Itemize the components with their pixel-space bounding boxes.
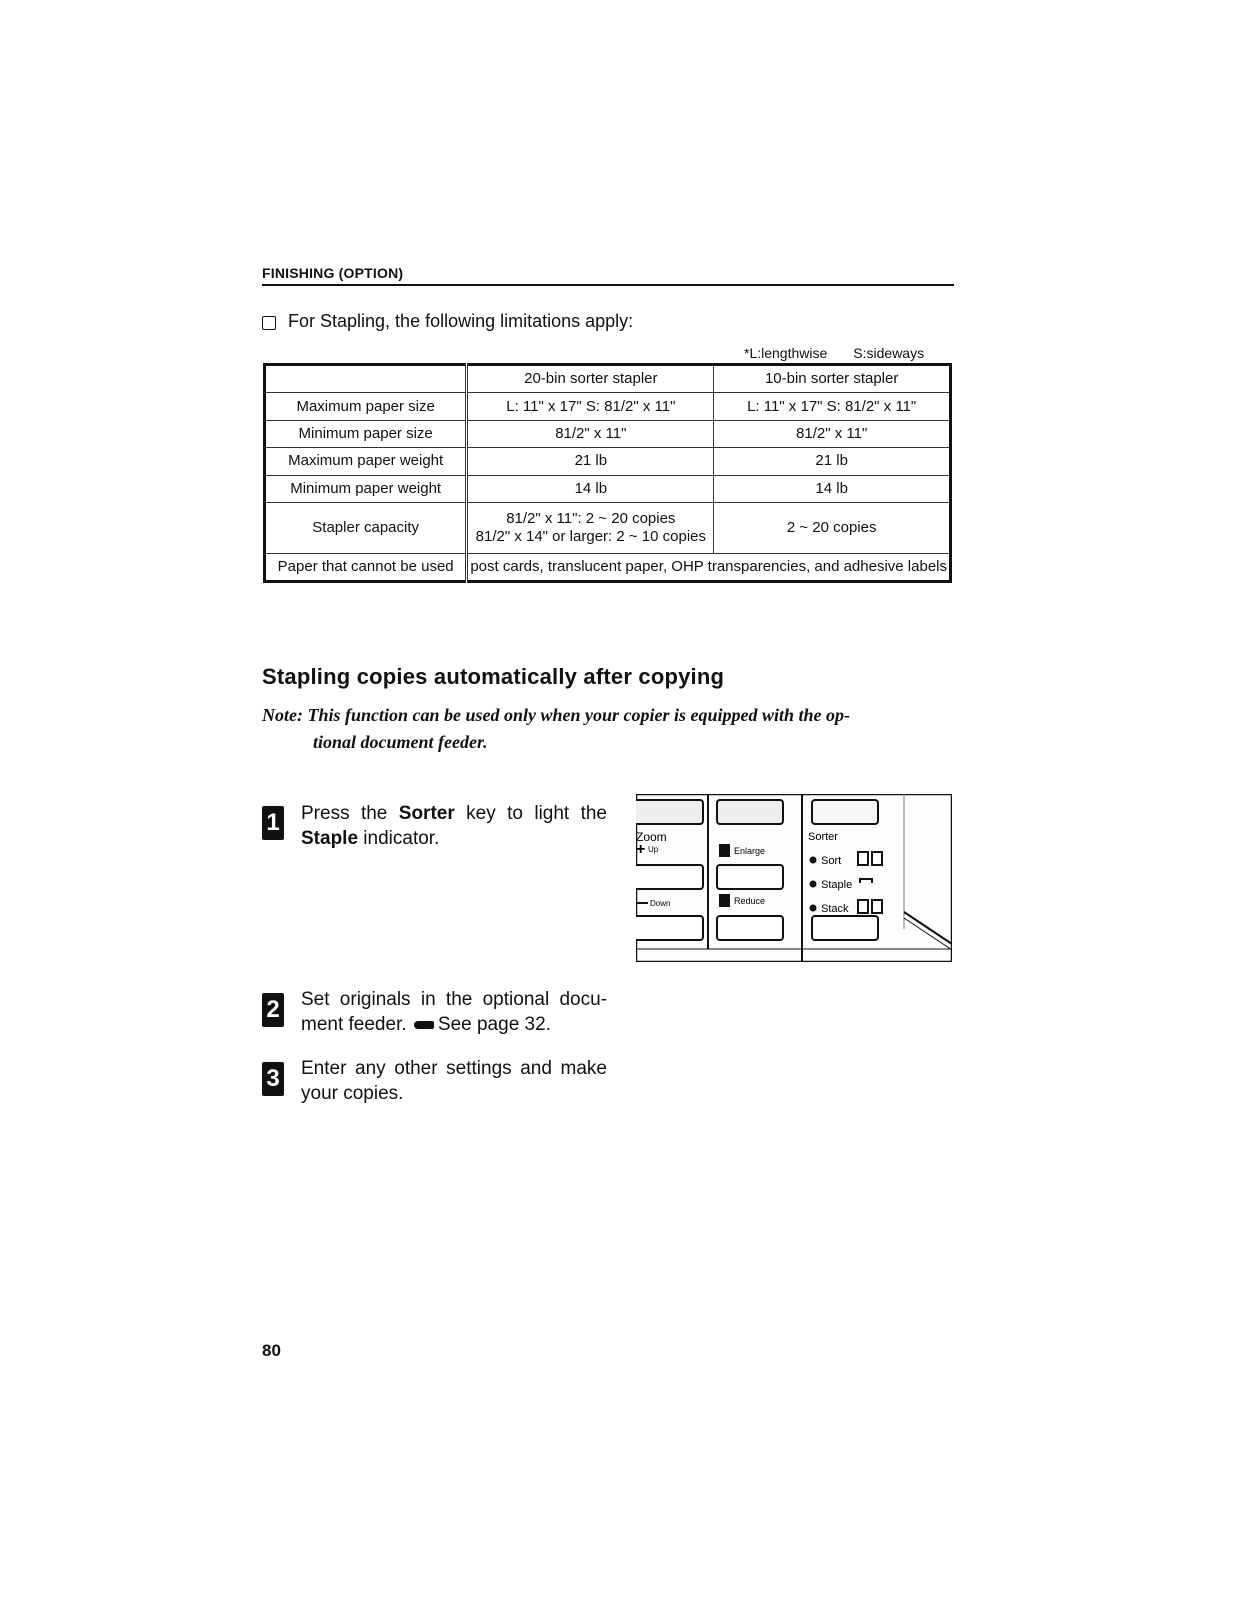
cell-line: 81/2" x 11": 2 ~ 20 copies — [506, 509, 676, 527]
reduce-label: Reduce — [734, 896, 766, 906]
cell-10bin: 2 ~ 20 copies — [714, 502, 951, 553]
step-number: 3 — [262, 1062, 284, 1096]
row-label: Paper that cannot be used — [265, 553, 467, 581]
cell-10bin: L: 11" x 17" S: 81/2" x 11" — [714, 393, 951, 420]
staple-indicator-label: Staple — [301, 828, 359, 849]
step-text-part: Press the — [301, 803, 399, 824]
table-header-row — [265, 365, 951, 393]
step-text — [301, 987, 607, 1037]
cell-20bin: 14 lb — [467, 475, 714, 502]
step-text — [301, 801, 607, 851]
reduce-icon — [719, 894, 730, 907]
page-heading: Stapling copies automatically after copying — [262, 664, 725, 689]
sort-label: Sort — [821, 855, 842, 867]
staple-label: Staple — [821, 879, 853, 891]
row-label: Minimum paper weight — [265, 475, 467, 502]
col-header-10bin: 10-bin sorter stapler — [714, 365, 951, 393]
page-reference: See page 32. — [437, 1014, 551, 1035]
stack-indicator-icon — [810, 905, 817, 912]
cell-20bin: L: 11" x 17" S: 81/2" x 11" — [467, 393, 714, 420]
note — [262, 702, 956, 756]
legend-l: *L:lengthwise — [744, 345, 828, 361]
table-corner — [265, 365, 467, 393]
step-text-part: indicator. — [358, 828, 440, 849]
down-label: Down — [650, 899, 671, 908]
intro-text: For Stapling, the following limitations apply: — [288, 311, 634, 331]
table-row — [265, 448, 951, 475]
step-number: 1 — [262, 806, 284, 840]
up-label: Up — [648, 845, 659, 854]
step-text-part: key to light the — [454, 803, 608, 824]
section-rule — [262, 284, 954, 286]
cell-10bin: 81/2" x 11" — [714, 420, 951, 447]
stack-doc-icon — [858, 900, 868, 913]
control-panel-illustration — [636, 794, 952, 962]
table-row — [265, 420, 951, 447]
sorter-label: Sorter — [808, 831, 838, 843]
step-number: 2 — [262, 993, 284, 1027]
staple-indicator-icon — [810, 881, 817, 888]
checkbox-icon — [262, 316, 276, 330]
stapling-limits-table — [263, 363, 952, 583]
col-header-20bin: 20-bin sorter stapler — [467, 365, 714, 393]
table-row — [265, 502, 951, 553]
intro-line — [262, 311, 633, 332]
section-title: FINISHING (OPTION) — [262, 265, 404, 281]
cell-20bin — [467, 502, 714, 553]
note-line1: Note: This function can be used only when your copier is equipped with the op- — [262, 705, 851, 725]
table-row — [265, 393, 951, 420]
note-line2: tional document feeder. — [313, 732, 488, 752]
row-label: Minimum paper size — [265, 420, 467, 447]
cell-20bin: 81/2" x 11" — [467, 420, 714, 447]
step-text-part: Set originals in the optional docu-ment feeder. — [301, 989, 607, 1035]
enlarge-icon — [719, 844, 730, 857]
cell-10bin: 14 lb — [714, 475, 951, 502]
row-label: Maximum paper weight — [265, 448, 467, 475]
legend — [744, 345, 924, 361]
sort-indicator-icon — [810, 857, 817, 864]
stack-doc-icon — [872, 900, 882, 913]
enlarge-label: Enlarge — [734, 846, 766, 856]
stack-label: Stack — [821, 903, 849, 915]
legend-s: S:sideways — [853, 345, 925, 361]
cell-20bin: 21 lb — [467, 448, 714, 475]
cell-spanning: post cards, translucent paper, OHP transparencies, and adhesive labels — [467, 553, 951, 581]
minus-icon — [636, 902, 648, 904]
zoom-label: Zoom — [636, 830, 667, 844]
row-label: Stapler capacity — [265, 502, 467, 553]
page-number: 80 — [262, 1341, 281, 1360]
cell-10bin: 21 lb — [714, 448, 951, 475]
sort-doc-icon — [858, 852, 868, 865]
sort-doc-icon — [872, 852, 882, 865]
sorter-key-label: Sorter — [398, 803, 455, 824]
table-row — [265, 553, 951, 581]
pointing-hand-icon — [414, 1021, 434, 1029]
plus-icon: + — [636, 841, 646, 858]
cell-line: 81/2" x 14" or larger: 2 ~ 10 copies — [475, 527, 707, 545]
step-text: Enter any other settings and make your copies. — [301, 1058, 607, 1104]
row-label: Maximum paper size — [265, 393, 467, 420]
table-row — [265, 475, 951, 502]
